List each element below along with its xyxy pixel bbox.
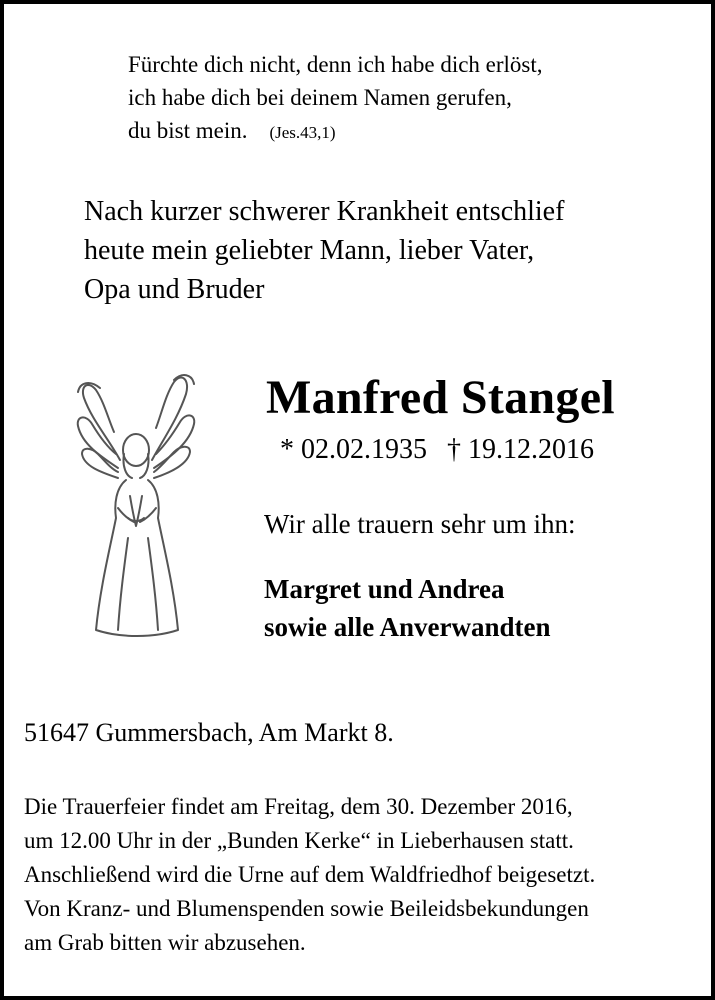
verse-line: Fürchte dich nicht, denn ich habe dich erlöst, [128,52,543,77]
family-line: sowie alle Anverwandten [264,612,551,642]
bible-verse [128,48,543,149]
intro-text [84,192,564,309]
verse-reference: (Jes.43,1) [269,123,336,142]
intro-line: heute mein geliebter Mann, lieber Vater, [84,235,535,266]
address: 51647 Gummersbach, Am Markt 8. [24,718,394,747]
funeral-line: um 12.00 Uhr in der „Bunden Kerke“ in Lieberhausen statt. [24,828,574,853]
funeral-details [24,790,595,960]
intro-line: Nach kurzer schwerer Krankheit entschlief [84,196,565,227]
verse-line-last [128,114,543,149]
funeral-line: Von Kranz- und Blumenspenden sowie Beileidsbekundungen [24,896,589,921]
funeral-line: am Grab bitten wir abzusehen. [24,930,306,955]
family-line: Margret und Andrea [264,574,505,604]
funeral-line: Die Trauerfeier findet am Freitag, dem 30. Dezember 2016, [24,794,573,819]
family-names [264,570,551,646]
verse-line-text: du bist mein. [128,118,248,143]
mourning-text: Wir alle trauern sehr um ihn: [264,509,576,539]
deceased-name: Manfred Stangel [266,371,615,424]
angel-icon [70,368,205,648]
verse-line: ich habe dich bei deinem Namen gerufen, [128,85,512,110]
death-date: † 19.12.2016 [447,434,594,465]
intro-line: Opa und Bruder [84,274,265,305]
life-dates [280,432,594,468]
funeral-line: Anschließend wird die Urne auf dem Waldfriedhof beigesetzt. [24,862,596,887]
birth-date: * 02.02.1935 [280,434,427,465]
